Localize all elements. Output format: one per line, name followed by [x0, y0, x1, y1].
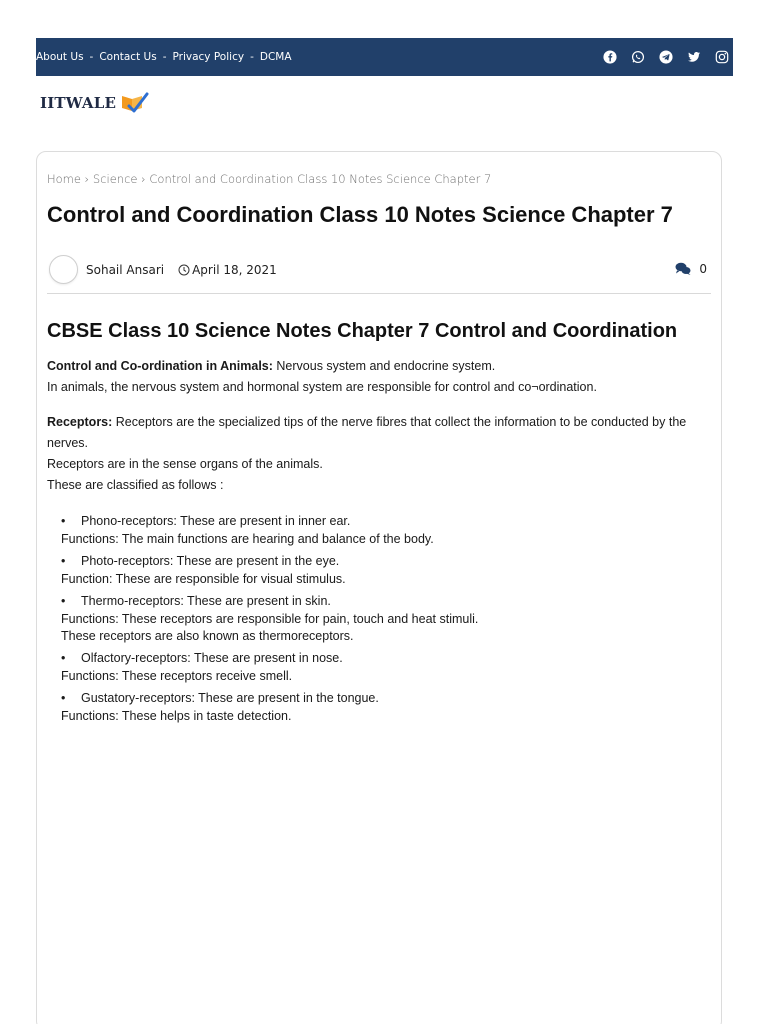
page-title: Control and Coordination Class 10 Notes Science Chapter 7 [47, 202, 673, 227]
term-control-coordination: Control and Co-ordination in Animals: [47, 359, 273, 373]
comments-icon [675, 262, 691, 276]
paragraph-text: Nervous system and endocrine system. [272, 359, 496, 373]
list-item-detail: Functions: These receptors receive smell. [61, 669, 293, 683]
bullet: • [61, 594, 66, 608]
bullet: • [61, 514, 66, 528]
paragraph-line: In animals, the nervous system and hormonal system are responsible for control and co¬ordination. [47, 380, 597, 394]
list-item [61, 552, 717, 588]
nav-separator: - [250, 51, 254, 63]
social-links [603, 50, 729, 64]
instagram-icon[interactable] [715, 50, 729, 64]
list-item [61, 512, 717, 548]
list-item-label: Thermo-receptors: These are present in skin. [81, 594, 331, 608]
twitter-icon[interactable] [687, 50, 701, 64]
post-date-text: April 18, 2021 [192, 262, 277, 277]
whatsapp-icon[interactable] [631, 50, 645, 64]
list-item [61, 592, 717, 645]
article-card [36, 151, 722, 1024]
list-item-label: Phono-receptors: These are present in inner ear. [81, 514, 351, 528]
list-item [61, 649, 717, 685]
list-item [61, 689, 717, 725]
paragraph-animals [47, 356, 717, 377]
list-item-detail: These receptors are also known as thermoreceptors. [61, 629, 354, 643]
list-item-detail: Functions: These receptors are responsible for pain, touch and heat stimuli. [61, 612, 479, 626]
term-receptors: Receptors: [47, 415, 113, 429]
breadcrumb [47, 172, 491, 186]
list-item-detail: Function: These are responsible for visual stimulus. [61, 572, 346, 586]
facebook-icon[interactable] [603, 50, 617, 64]
author-name[interactable]: Sohail Ansari [86, 262, 165, 277]
nav-separator: - [89, 51, 94, 63]
paragraph-line: These are classified as follows : [47, 478, 224, 492]
list-item-label: Photo-receptors: These are present in the eye. [81, 554, 340, 568]
top-nav [36, 51, 292, 63]
telegram-icon[interactable] [659, 50, 673, 64]
nav-separator: - [162, 51, 167, 63]
paragraph-receptors [47, 412, 717, 454]
paragraph-text: Receptors are the specialized tips of the nerve fibres that collect the information to be conducted by the nerves. [47, 415, 687, 450]
comments-link[interactable] [675, 262, 707, 276]
comments-count: 0 [699, 262, 707, 276]
avatar[interactable] [49, 255, 78, 284]
breadcrumb-separator: › [141, 172, 146, 186]
logo-text: IITWALE [40, 94, 117, 112]
nav-link-about-us[interactable]: About Us [36, 51, 84, 63]
list-item-label: Olfactory-receptors: These are present in nose. [81, 651, 343, 665]
post-meta [49, 255, 277, 284]
list-item-detail: Functions: The main functions are hearing and balance of the body. [61, 532, 434, 546]
post-date [178, 263, 277, 277]
bullet: • [61, 651, 66, 665]
paragraph-line: Receptors are in the sense organs of the animals. [47, 457, 323, 471]
list-item-detail: Functions: These helps in taste detection. [61, 709, 292, 723]
article-body [47, 320, 717, 729]
breadcrumb-separator: › [84, 172, 90, 186]
nav-link-dcma[interactable]: DCMA [259, 51, 292, 63]
bullet: • [61, 691, 66, 705]
nav-link-privacy-policy[interactable]: Privacy Policy [172, 51, 245, 63]
breadcrumb-science[interactable]: Science [92, 172, 138, 186]
breadcrumb-home[interactable]: Home [47, 172, 81, 186]
logo-mark-icon [119, 92, 149, 114]
list-item-label: Gustatory-receptors: These are present in the tongue. [81, 691, 379, 705]
site-logo[interactable] [40, 92, 149, 114]
bullet: • [61, 554, 66, 568]
clock-icon [178, 264, 190, 276]
top-bar [36, 38, 733, 76]
article-heading: CBSE Class 10 Science Notes Chapter 7 Control and Coordination [47, 320, 678, 342]
nav-link-contact-us[interactable]: Contact Us [99, 51, 157, 63]
receptor-list [47, 512, 717, 725]
divider [47, 293, 711, 294]
breadcrumb-current: Control and Coordination Class 10 Notes Science Chapter 7 [149, 172, 492, 186]
